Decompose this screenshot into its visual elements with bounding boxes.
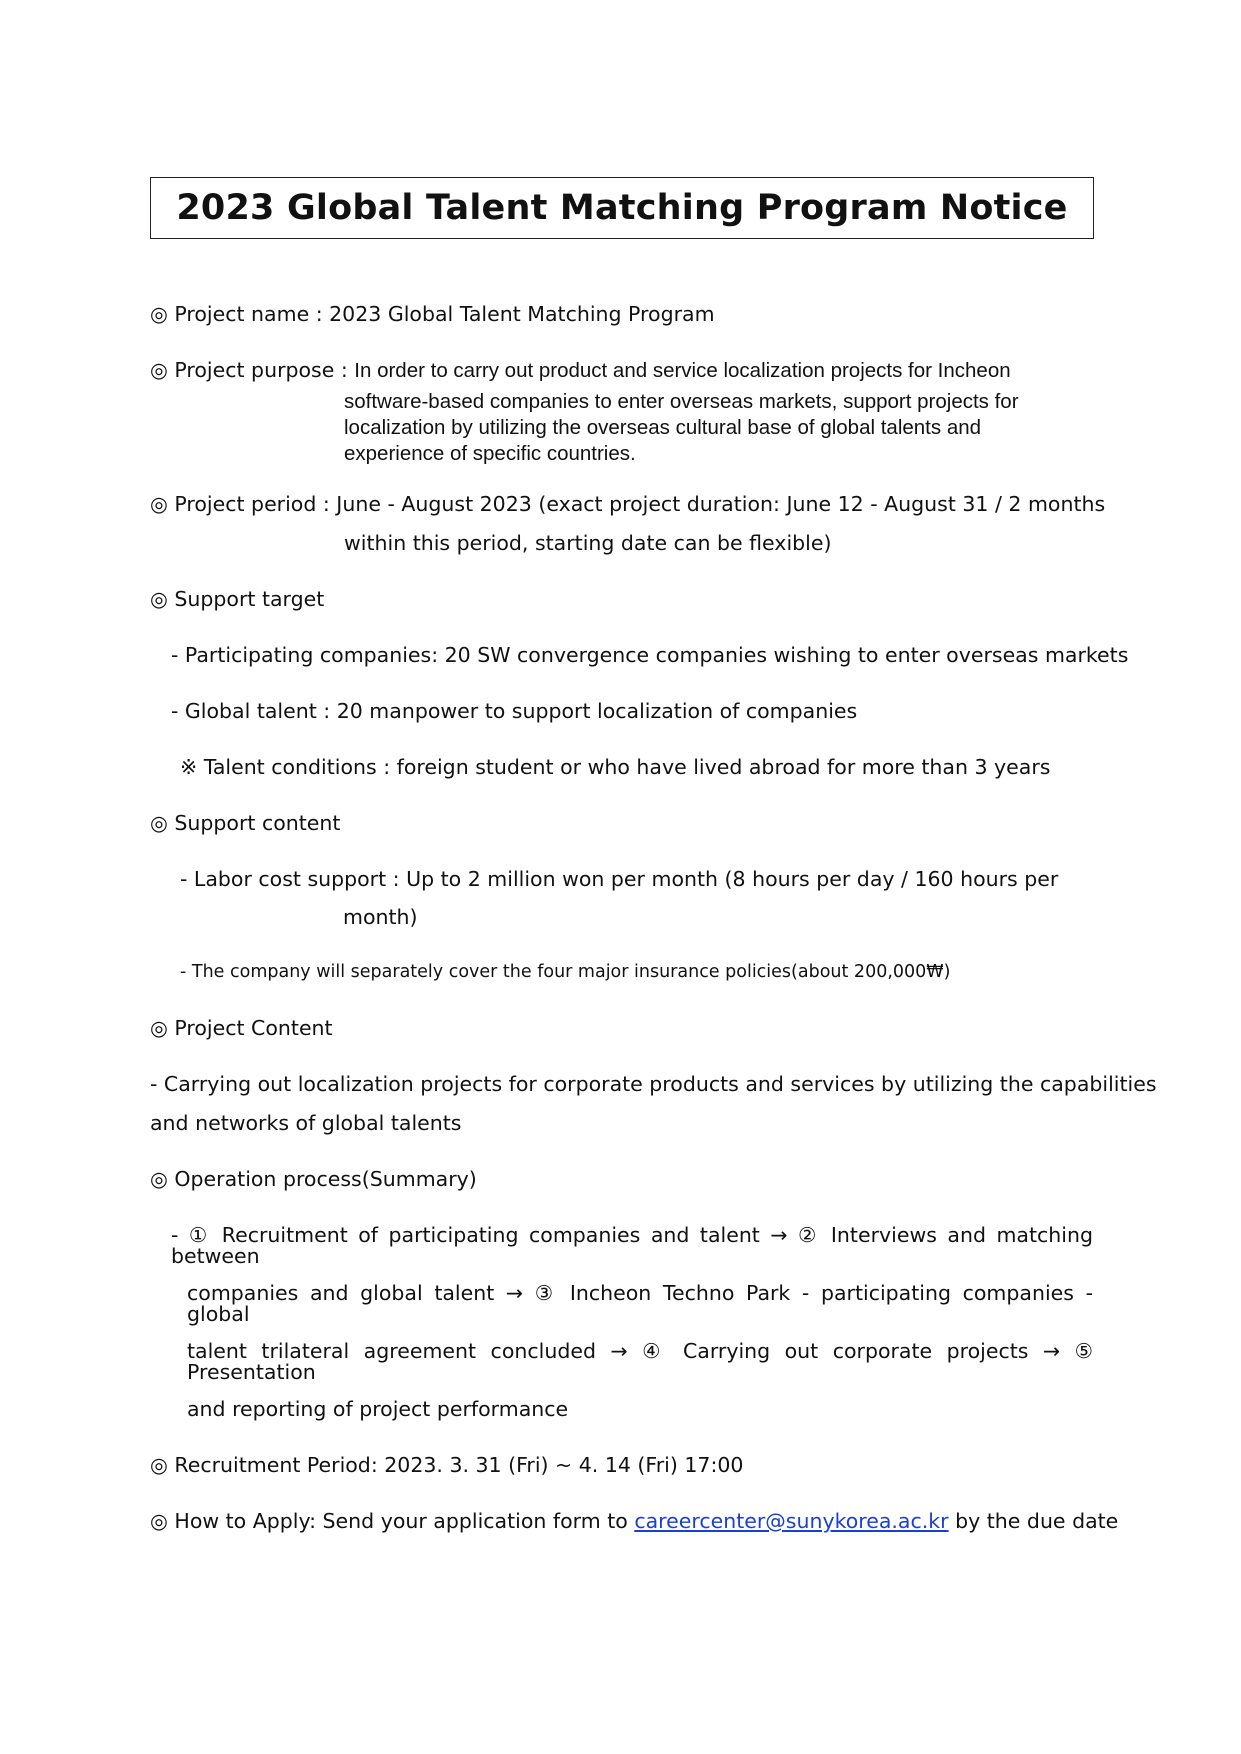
recruitment-period: ◎ Recruitment Period: 2023. 3. 31 (Fri) ~ 4. 14 (Fri) 17:00 [150,1453,744,1477]
project-name-value: 2023 Global Talent Matching Program [329,302,715,326]
how-to-apply-suffix: by the due date [948,1509,1119,1533]
project-purpose-line-1: In order to carry out product and service localization projects for Incheon [354,359,1011,382]
project-purpose-line-3: localization by utilizing the overseas cultural base of global talents and [344,416,982,439]
project-period-line-2: within this period, starting date can be flexible) [344,531,832,555]
how-to-apply-prefix: ◎ How to Apply: Send your application form to [150,1509,635,1533]
labor-cost-line-2: month) [343,905,418,929]
how-to-apply [150,1511,1118,1532]
project-name [150,304,715,325]
operation-process-heading: ◎ Operation process(Summary) [150,1167,477,1191]
project-content-heading: ◎ Project Content [150,1016,333,1040]
project-content-line-2: and networks of global talents [150,1111,462,1135]
project-purpose-label: ◎ Project purpose : [150,358,355,382]
project-purpose-line-2: software-based companies to enter overseas markets, support projects for [344,390,1019,413]
operation-process-line-4: and reporting of project performance [187,1397,569,1421]
talent-conditions: ※ Talent conditions : foreign student or who have lived abroad for more than 3 years [180,755,1051,779]
page-title: 2023 Global Talent Matching Program Notice [176,188,1068,228]
title-box [150,177,1094,239]
operation-process-line-3: talent trilateral agreement concluded → ④ Carrying out corporate projects → ⑤ Presentation [187,1339,1093,1384]
support-target-talent: - Global talent : 20 manpower to support localization of companies [171,699,858,723]
support-target-heading: ◎ Support target [150,587,325,611]
operation-process-line-1: - ① Recruitment of participating companies and talent → ② Interviews and matching between [171,1223,1093,1268]
support-content-heading: ◎ Support content [150,811,341,835]
insurance-note: - The company will separately cover the four major insurance policies(about 200,000₩) [180,962,951,982]
email-link[interactable]: careercenter@sunykorea.ac.kr [634,1509,949,1533]
project-period-line-1: ◎ Project period : June - August 2023 (exact project duration: June 12 - August 31 / 2 months [150,492,1106,516]
operation-process-line-2: companies and global talent → ③ Incheon Techno Park - participating companies - global [187,1281,1093,1326]
labor-cost-line-1: - Labor cost support : Up to 2 million won per month (8 hours per day / 160 hours per [180,867,1059,891]
project-name-label: ◎ Project name : [150,302,330,326]
project-purpose-line-4: experience of specific countries. [344,442,636,465]
project-purpose [150,360,1011,382]
project-content-line-1: - Carrying out localization projects for corporate products and services by utilizing the capabilities [150,1072,1157,1096]
support-target-companies: - Participating companies: 20 SW convergence companies wishing to enter overseas markets [171,643,1129,667]
